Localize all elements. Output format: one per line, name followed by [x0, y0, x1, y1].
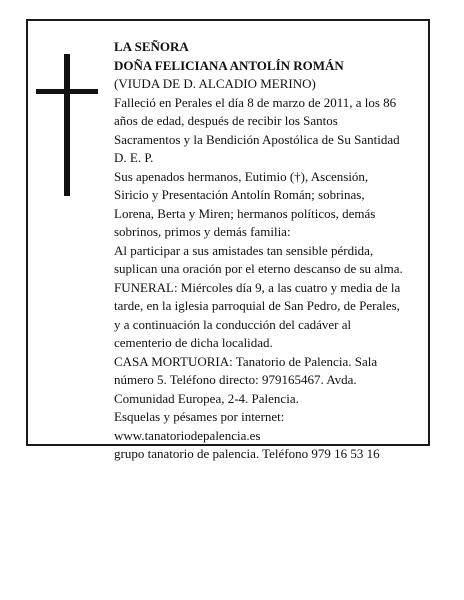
website-url: www.tanatoriodepalencia.es	[114, 427, 261, 443]
family-line: Siricio y Presentación Antolín Román; sobrinas,	[114, 187, 365, 202]
mortuary-line: CASA MORTUORIA: Tanatorio de Palencia. Sala	[114, 353, 378, 369]
family-line: Lorena, Berta y Miren; hermanos políticos, demás	[114, 205, 376, 221]
deceased-name: DOÑA FELICIANA ANTOLÍN ROMÁN	[114, 57, 344, 73]
death-paragraph	[114, 94, 420, 168]
family-paragraph	[114, 168, 420, 242]
internet-line: Esquelas y pésames por internet:	[114, 409, 285, 424]
phone-line: grupo tanatorio de palencia. Teléfono 979 16 53 16	[114, 446, 380, 461]
internet-paragraph	[114, 408, 420, 464]
death-line: años de edad, después de recibir los Santos	[114, 113, 338, 128]
funeral-line: cementerio de dicha localidad.	[114, 335, 273, 350]
mortuary-line: número 5. Teléfono directo: 979165467. Avda.	[114, 372, 357, 387]
death-line: Falleció en Perales el día 8 de marzo de 2011, a los 86	[114, 94, 397, 110]
widow-of: (VIUDA DE D. ALCADIO MERINO)	[114, 76, 316, 91]
request-paragraph	[114, 242, 420, 279]
mortuary-paragraph	[114, 353, 420, 409]
obituary-text	[114, 38, 420, 464]
funeral-line: y a continuación la conducción del cadáver al	[114, 316, 352, 332]
request-line: Al participar a sus amistades tan sensible pérdida,	[114, 242, 374, 258]
funeral-line: FUNERAL: Miércoles día 9, a las cuatro y media de la	[114, 279, 401, 295]
cross-horizontal-bar	[36, 89, 98, 94]
heading-title: LA SEÑORA	[114, 39, 189, 54]
request-line: suplican una oración por el eterno descanso de su alma.	[114, 261, 403, 276]
family-line: Sus apenados hermanos, Eutimio (†), Ascensión,	[114, 168, 369, 184]
mortuary-line: Comunidad Europea, 2-4. Palencia.	[114, 390, 299, 406]
family-line: sobrinos, primos y demás familia:	[114, 224, 291, 239]
death-line: D. E. P.	[114, 150, 154, 165]
funeral-line: tarde, en la iglesia parroquial de San Pedro, de Perales,	[114, 298, 400, 313]
cross-vertical-bar	[64, 54, 70, 196]
funeral-paragraph	[114, 279, 420, 353]
cross-icon	[36, 54, 98, 196]
death-line: Sacramentos y la Bendición Apostólica de Su Santidad	[114, 131, 400, 147]
